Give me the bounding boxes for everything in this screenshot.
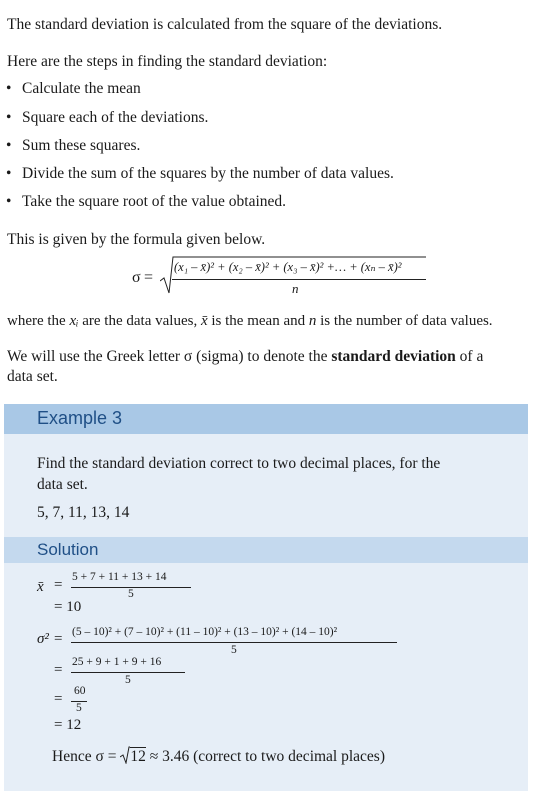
hence-line: Hence σ = 12 ≈ 3.46 (correct to two decimal places) bbox=[52, 748, 386, 765]
variance-denominator: 5 bbox=[231, 644, 237, 656]
step4-result: = 12 bbox=[54, 717, 82, 733]
step2-denominator: 5 bbox=[125, 674, 131, 686]
data-set: 5, 7, 11, 13, 14 bbox=[37, 504, 130, 521]
equals-sign: = bbox=[54, 577, 63, 593]
equals-sign: = bbox=[54, 691, 63, 707]
solution-header bbox=[4, 537, 528, 563]
mean-symbol: x̄ bbox=[37, 579, 44, 595]
fraction-bar bbox=[71, 642, 397, 643]
intro-text: The standard deviation is calculated from the square of the deviations. bbox=[7, 16, 443, 33]
formula-numerator: (x₁ – x̄)² + (x₂ – x̄)² + (x₃ – x̄)² +… + (xₙ – x̄)² bbox=[174, 260, 402, 274]
bullet-icon: • bbox=[6, 109, 12, 126]
steps-intro: Here are the steps in finding the standard deviation: bbox=[7, 53, 328, 70]
equals-sign: = bbox=[144, 269, 154, 286]
variance-symbol: σ² bbox=[37, 631, 49, 647]
question-text: Find the standard deviation correct to two decimal places, for the bbox=[37, 455, 441, 472]
formula-intro: This is given by the formula given below. bbox=[7, 231, 266, 248]
example-title: Example 3 bbox=[37, 408, 123, 428]
bullet-icon: • bbox=[6, 80, 12, 97]
where-text: where the xᵢ are the data values, x̄ is the mean and n is the number of data values. bbox=[7, 313, 493, 329]
step-item: Square each of the deviations. bbox=[22, 109, 209, 126]
question-text-line2: data set. bbox=[37, 476, 88, 493]
fraction-bar bbox=[71, 672, 185, 673]
bullet-icon: • bbox=[6, 193, 12, 210]
step2-numerator: 25 + 9 + 1 + 9 + 16 bbox=[72, 656, 162, 668]
step-item: Calculate the mean bbox=[22, 80, 141, 97]
bullet-icon: • bbox=[6, 137, 12, 154]
solution-title: Solution bbox=[37, 540, 99, 559]
step-item: Divide the sum of the squares by the number of data values. bbox=[22, 165, 394, 182]
mean-result: = 10 bbox=[54, 599, 82, 615]
greek-text: We will use the Greek letter σ (sigma) to denote the standard deviation of a bbox=[7, 348, 484, 365]
bullet-icon: • bbox=[6, 165, 12, 182]
greek-text-line2: data set. bbox=[7, 368, 58, 385]
std-dev-formula bbox=[132, 255, 432, 297]
step3-numerator: 60 bbox=[74, 685, 86, 697]
equals-sign: = bbox=[54, 662, 63, 678]
square-root-icon bbox=[120, 746, 130, 764]
step3-denominator: 5 bbox=[76, 702, 82, 714]
equals-sign: = bbox=[54, 631, 63, 647]
formula-denominator: n bbox=[292, 281, 299, 296]
example-header bbox=[4, 404, 528, 434]
example-box bbox=[4, 404, 528, 791]
step-item: Take the square root of the value obtained. bbox=[22, 193, 287, 210]
step-item: Sum these squares. bbox=[22, 137, 141, 154]
mean-denominator: 5 bbox=[128, 588, 134, 600]
sigma-symbol: σ bbox=[132, 269, 141, 286]
fraction-bar bbox=[172, 279, 426, 280]
variance-numerator: (5 – 10)² + (7 – 10)² + (11 – 10)² + (13 – 10)² + (14 – 10)² bbox=[72, 626, 338, 638]
mean-numerator: 5 + 7 + 11 + 13 + 14 bbox=[72, 571, 167, 583]
